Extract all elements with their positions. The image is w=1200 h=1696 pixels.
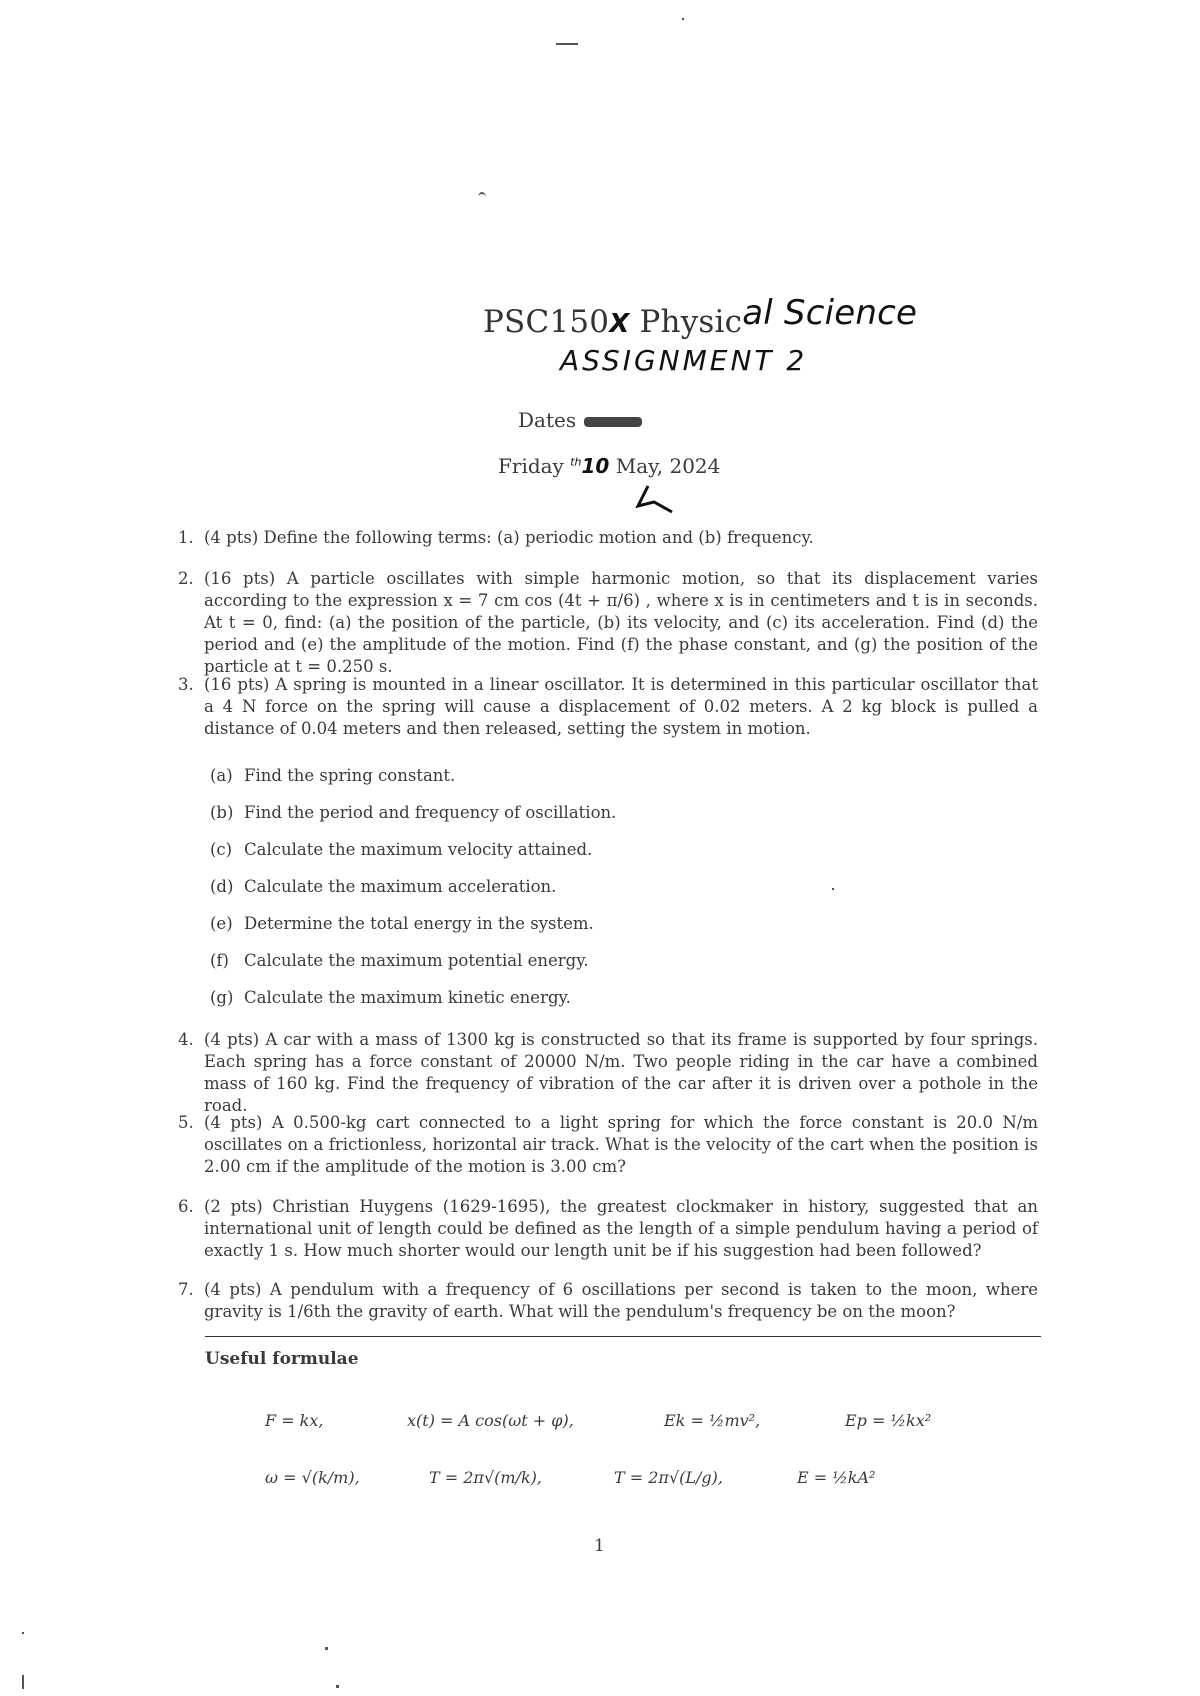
- course-title: [483, 293, 918, 341]
- q3-part-b: (b) Find the period and frequency of oscillation.: [210, 803, 617, 822]
- scan-speck: [22, 1675, 24, 1689]
- course-code: PSC150: [483, 304, 610, 340]
- scan-speck: [325, 1647, 328, 1650]
- section-divider: [205, 1336, 1041, 1337]
- formulae-heading: Useful formulae: [205, 1349, 359, 1369]
- q3-part-f: (f) Calculate the maximum potential energy.: [210, 951, 589, 970]
- dates-label: Dates: [518, 408, 642, 432]
- question-5: 5. (4 pts) A 0.500-kg cart connected to a light spring for which the force constant is 20.0 N/m oscillates on a frictionless, horizontal air track. What is the velocity of the cart when the position is 2.00 cm if the amplitude of the motion is 3.00 cm?: [178, 1113, 1038, 1176]
- scan-speck: [478, 192, 486, 202]
- course-code-overwrite: X: [609, 309, 630, 339]
- formula-angular-frequency: ω = √(k/m),: [265, 1468, 360, 1487]
- page-number: 1: [594, 1536, 605, 1556]
- scan-speck: [832, 888, 834, 890]
- scan-speck: [336, 1685, 339, 1688]
- question-3: 3. (16 pts) A spring is mounted in a linear oscillator. It is determined in this particular oscillator that a 4 N force on the spring will cause a displacement of 0.02 meters. A 2 kg block is pulled a distance of 0.04 meters and then released, setting the system in motion.: [178, 675, 1038, 738]
- formula-pendulum-period: T = 2π√(L/g),: [614, 1468, 723, 1487]
- assignment-heading-handwritten: ASSIGNMENT 2: [560, 344, 808, 377]
- q3-part-g: (g) Calculate the maximum kinetic energy.: [210, 988, 571, 1007]
- question-6: 6. (2 pts) Christian Huygens (1629-1695), the greatest clockmaker in history, suggested that an international unit of length could be defined as the length of a simple pendulum having a period of exactly 1 s. How much shorter would our length unit be if his suggestion had been followed?: [178, 1197, 1038, 1260]
- course-name-overwrite: al Science: [742, 293, 918, 333]
- formula-total-energy: E = ½kA²: [797, 1468, 876, 1487]
- formula-kinetic-energy: Ek = ½mv²,: [664, 1411, 761, 1430]
- q3-part-c: (c) Calculate the maximum velocity attained.: [210, 840, 593, 859]
- q3-part-e: (e) Determine the total energy in the system.: [210, 914, 594, 933]
- scan-speck: [682, 18, 684, 20]
- course-name: Physic: [639, 304, 743, 340]
- date-day: 10: [581, 454, 610, 478]
- question-2: 2. (16 pts) A particle oscillates with simple harmonic motion, so that its displacement varies according to the expression x = 7 cm cos (4t + π/6) , where x is in centimeters and t is in seconds. At t = 0, find: (a) the position of the particle, (b) its velocity, and (c) its acceleration. Find (d) the period and (e) the amplitude of the motion. Find (f) the phase constant, and (g) the position of the particle at t = 0.250 s.: [178, 569, 1038, 676]
- scribble: [584, 417, 642, 427]
- due-date: Friday $^{th}$10 May, 2024: [498, 454, 721, 478]
- question-4: 4. (4 pts) A car with a mass of 1300 kg is constructed so that its frame is supported by four springs. Each spring has a force constant of 20000 N/m. Two people riding in the car have a combined mass of 160 kg. Find the frequency of vibration of the car after it is driven over a pothole in the road.: [178, 1030, 1038, 1115]
- handwritten-checkmark: [628, 482, 688, 522]
- formula-spring-period: T = 2π√(m/k),: [429, 1468, 542, 1487]
- scan-speck: [556, 43, 578, 45]
- q3-part-d: (d) Calculate the maximum acceleration.: [210, 877, 557, 896]
- date-superscript: th: [570, 455, 582, 469]
- q3-part-a: (a) Find the spring constant.: [210, 766, 456, 785]
- formula-potential-energy: Ep = ½kx²: [845, 1411, 932, 1430]
- scan-speck: [22, 1632, 24, 1634]
- formula-displacement: x(t) = A cos(ωt + φ),: [407, 1411, 574, 1430]
- question-7: 7. (4 pts) A pendulum with a frequency of 6 oscillations per second is taken to the moon, where gravity is 1/6th the gravity of earth. What will the pendulum's frequency be on the moon?: [178, 1280, 1038, 1321]
- question-1: 1. (4 pts) Define the following terms: (a) periodic motion and (b) frequency.: [178, 528, 814, 547]
- formula-hooke: F = kx,: [265, 1411, 324, 1430]
